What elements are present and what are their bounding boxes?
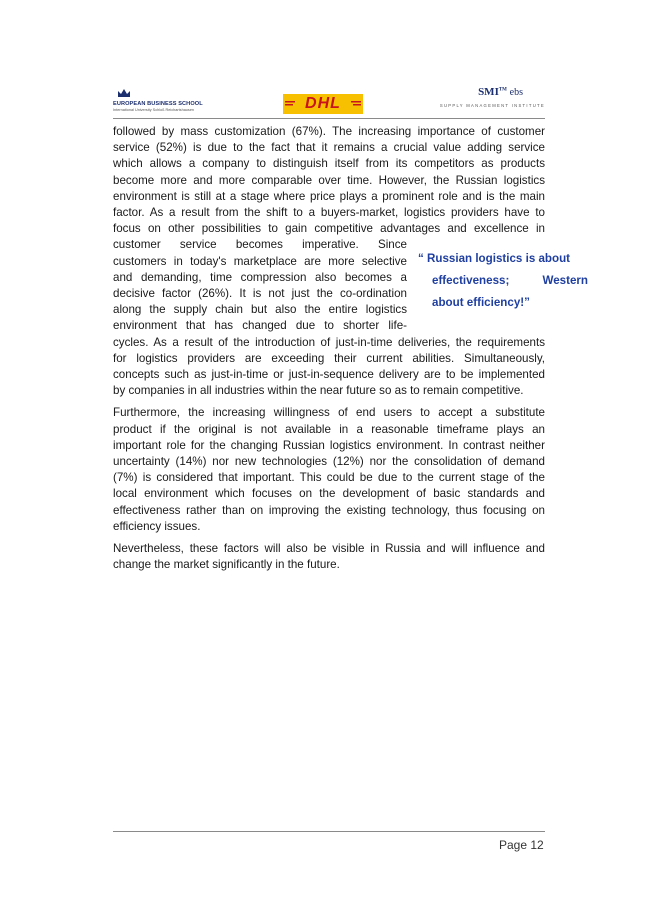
ebs-logo [113,88,233,118]
text-line: by companies in all industries within the near future so as to remain competitive. [113,384,524,398]
header-divider [113,118,545,119]
text-line: service (52%) is due to the fact that it remains a crucial value adding service [113,141,545,155]
paragraph-2 [113,405,545,535]
text-line: efficiency issues. [113,519,201,533]
text-line: product if the original is not available in a reasonable timeframe plays an [113,422,545,436]
pull-quote-line: “ Russian logistics is about [418,252,571,265]
text-line: decisive factor (26%). It is not just the co-ordination [113,287,407,301]
pull-quote-line: effectiveness; Western [432,274,588,287]
pull-quote [418,248,588,314]
text-line: Furthermore, the increasing willingness of end users to accept a substitute [113,406,545,420]
text-line: change the market significantly in the future. [113,558,340,572]
text-line: and demanding, time compression also becomes a [113,270,407,284]
text-line: Nevertheless, these factors will also be visible in Russia and will influence and [113,542,545,556]
text-line: customer service becomes imperative. Since [113,238,407,252]
paragraph-3 [113,541,545,573]
text-line: along the supply chain but also the entire logistics [113,303,407,317]
dhl-logo [283,94,363,114]
document-body [113,124,545,579]
ebs-logo-subtitle: International University Schloß Reichartshausen [113,108,195,112]
smi-logo [420,86,545,116]
text-line: factor. As a result from the shift to a buyers-market, logistics providers have to [113,206,545,220]
text-line: cycles. As a result of the introduction of just-in-time deliveries, the requirements [113,335,545,349]
pull-quote-line: about efficiency!” [432,296,530,309]
smi-logo-title [478,86,523,98]
text-line: (7%) is considered that important. This could be due to the current stage of the [113,471,545,485]
smi-logo-subtitle: SUPPLY MANAGEMENT INSTITUTE [439,103,545,108]
text-line: effectiveness rather than on improving the existing technology, thus focusing on [113,503,545,517]
text-line: focus on other possibilities to gain competitive advantages and excellence in [113,222,545,236]
crown-icon [117,88,131,98]
footer-divider [113,831,545,832]
text-line: environment that has changed due to shorter life- [113,319,407,333]
text-line: for logistics providers are exceeding their current abilities. Simultaneously, [113,351,545,365]
text-line: which allows a company to distinguish itself from its competitors as products [113,157,545,171]
text-line: become more and more comparable over time. However, the Russian logistics [113,173,545,187]
page-number: Page 12 [499,838,544,852]
ebs-logo-name: EUROPEAN BUSINESS SCHOOL [113,101,203,107]
smi-logo-suffix: ebs [509,87,523,98]
text-line: concepts such as just-in-time or just-in-sequence delivery are to be implemented [113,368,545,382]
text-line: customers in today's marketplace are more selective [113,254,407,268]
text-line: local environment which focuses on the development of basic standards and [113,487,545,501]
text-line: environment is still at a stage where price plays a prominent role and is the main [113,189,545,203]
text-line: uncertainty (14%) nor new technologies (12%) nor the consolidation of demand [113,455,545,469]
text-line: important role for the changing Russian logistics environment. In contrast neither [113,438,545,452]
dhl-logo-text: DHL [305,95,341,112]
text-line: followed by mass customization (67%). The increasing importance of customer [113,125,545,138]
smi-logo-word: SMI [478,86,499,98]
page-header [113,88,545,118]
smi-logo-tm: TM [498,87,507,93]
